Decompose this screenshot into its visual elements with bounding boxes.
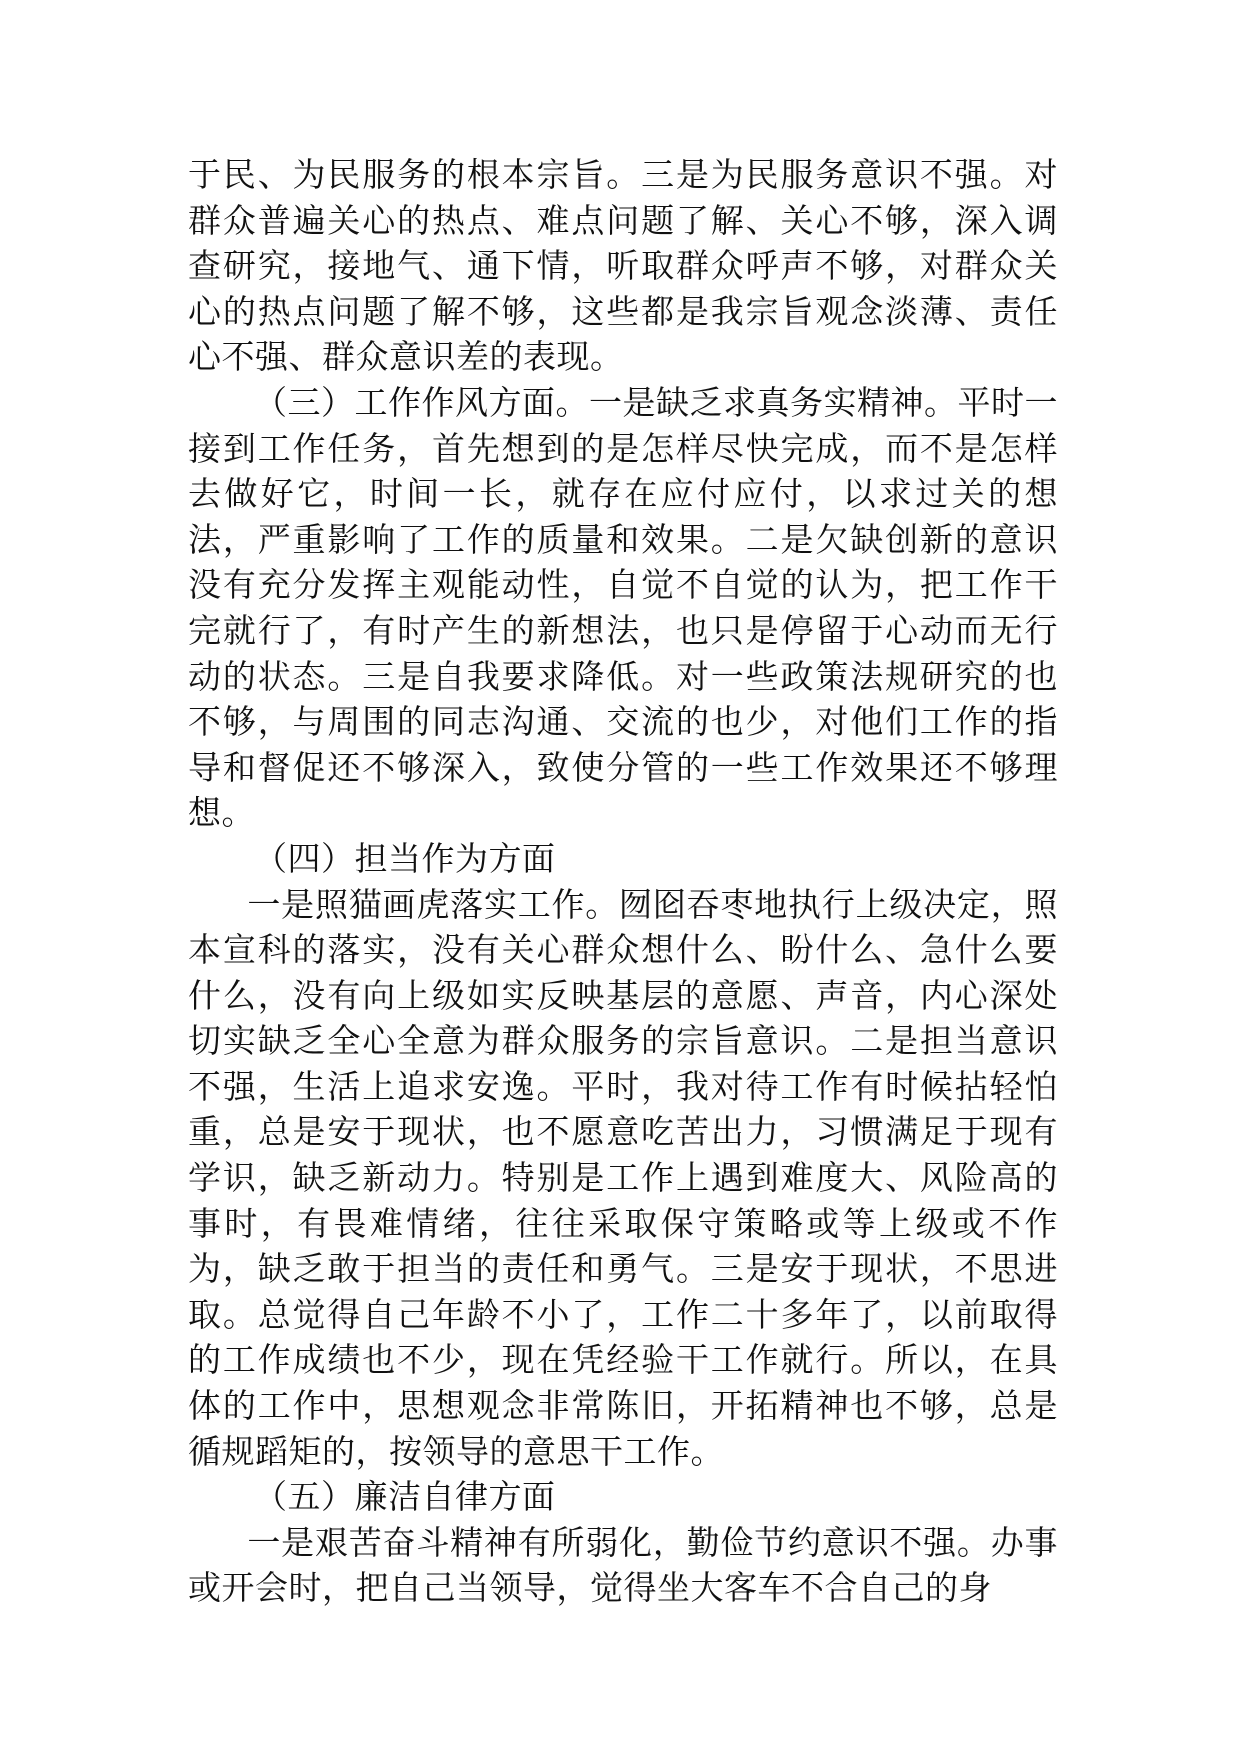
- section-heading-responsibility: （四）担当作为方面: [254, 838, 556, 878]
- document-body: [188, 152, 1058, 1611]
- paragraph-work-style: （三）工作作风方面。一是缺乏求真务实精神。平时一接到工作任务，首先想到的是怎样尽快完成，而不是怎样去做好它，时间一长，就存在应付应付，以求过关的想法，严重影响了工作的质量和效果。二是欠缺创新的意识没有充分发挥主观能动性，自觉不自觉的认为，把工作干完就行了，有时产生的新想法，也只是停留于心动而无行动的状态。三是自我要求降低。对一些政策法规研究的也不够，与周围的同志沟通、交流的也少，对他们工作的指导和督促还不够深入，致使分管的一些工作效果还不够理想。: [188, 382, 1058, 833]
- paragraph-continuation: 于民、为民服务的根本宗旨。三是为民服务意识不强。对群众普遍关心的热点、难点问题了解、关心不够，深入调查研究，接地气、通下情，听取群众呼声不够，对群众关心的热点问题了解不够，这些都是我宗旨观念淡薄、责任心不强、群众意识差的表现。: [188, 155, 1058, 377]
- paragraph-responsibility: 一是照猫画虎落实工作。囫囵吞枣地执行上级决定，照本宣科的落实，没有关心群众想什么、盼什么、急什么要什么，没有向上级如实反映基层的意愿、声音，内心深处切实缺乏全心全意为群众服务的宗旨意识。二是担当意识不强，生活上追求安逸。平时，我对待工作有时候拈轻怕重，总是安于现状，也不愿意吃苦出力，习惯满足于现有学识，缺乏新动力。特别是工作上遇到难度大、风险高的事时，有畏难情绪，往往采取保守策略或等上级或不作为，缺乏敢于担当的责任和勇气。三是安于现状，不思进取。总觉得自己年龄不小了，工作二十多年了，以前取得的工作成绩也不少，现在凭经验干工作就行。所以，在具体的工作中，思想观念非常陈旧，开拓精神也不够，总是循规蹈矩的，按领导的意思干工作。: [188, 884, 1058, 1471]
- paragraph-integrity: 一是艰苦奋斗精神有所弱化，勤俭节约意识不强。办事或开会时，把自己当领导，觉得坐大客车不合自己的身: [188, 1522, 1058, 1608]
- section-heading-integrity: （五）廉洁自律方面: [254, 1477, 556, 1517]
